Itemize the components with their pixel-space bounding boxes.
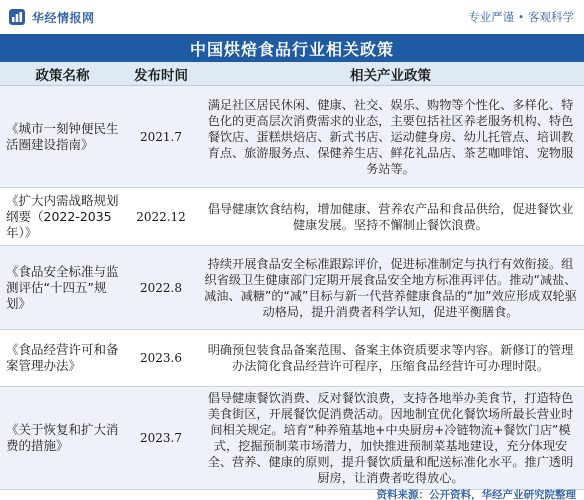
title-bar	[0, 34, 584, 62]
release-date-cell: 2022.8	[140, 280, 182, 295]
logo-icon	[8, 8, 26, 26]
source-note: 资料来源：公开资料，华经产业研究院整理	[376, 488, 576, 500]
policy-content-cell: 倡导健康餐饮消费、反对餐饮浪费，支持各地举办美食节，打造特色美食街区，开展餐饮促消费活动。因地制宜优化餐饮场所最长营业时间相关规定。培育“种养殖基地+中央厨房+冷链物流+餐饮门店”模式，挖掘预制菜市场潜力，加快推进预制菜基地建设，充分体现安全、营养、健康的原则，提升餐饮质量和配送标准化水平。推广透明厨房，让消费者吃得放心。	[207, 391, 574, 485]
table-row	[0, 188, 584, 246]
policy-name-cell: 《食品安全标准与监测评估“十四五”规划》	[6, 263, 119, 311]
policy-name-cell: 《扩大内需战略规划纲要（2022-2035年）》	[6, 192, 119, 240]
table-row	[0, 86, 584, 188]
policy-name-cell: 《关于恢复和扩大消费的措施》	[6, 422, 119, 453]
page-title: 中国烘焙食品行业相关政策	[189, 39, 394, 59]
column-header-related-policy: 相关产业政策	[350, 67, 431, 84]
policy-content-cell: 明确预包装食品备案范围、备案主体资质要求等内容。新修订的管理办法简化食品经营许可程序，压缩食品经营许可办理时限。	[207, 343, 574, 373]
release-date-cell: 2022.12	[136, 209, 186, 224]
policy-content-cell: 倡导健康饮食结构，增加健康、营养农产品和食品供给，促进餐饮业健康发展。坚持不懈制止餐饮浪费。	[207, 201, 574, 232]
policy-name-cell: 《城市一刻钟便民生活圈建设指南》	[6, 120, 119, 152]
column-header-release-date: 发布时间	[134, 67, 188, 84]
table-row	[0, 387, 584, 490]
slogan	[468, 9, 574, 25]
slogan-separator: •	[518, 11, 524, 23]
release-date-cell: 2023.7	[140, 431, 182, 445]
release-date-cell: 2023.6	[140, 351, 182, 365]
policy-content-cell: 持续开展食品安全标准跟踪评价，促进标准制定与执行有效衔接。组织省级卫生健康部门定期开展食品安全地方标准再评估。推动“减盐、减油、减糖”的“减”目标与新一代营养健康食品的“加”效应形成双轮驱动格局，提升消费者科学认知，促进平衡膳食。	[204, 256, 577, 319]
column-header-policy-name: 政策名称	[35, 67, 90, 84]
top-bar	[0, 0, 584, 34]
policy-table	[0, 62, 584, 490]
slogan-right: 客观科学	[528, 10, 574, 24]
brand-name: 华经情报网	[32, 10, 95, 25]
release-date-cell: 2021.7	[140, 129, 182, 144]
slogan-left: 专业严谨	[468, 10, 515, 24]
policy-content-cell: 满足社区居民休闲、健康、社交、娱乐、购物等个性化、多样化、特色化的更高层次消费需求的业态，主要包括社区养老服务机构、特色餐饮店、蛋糕烘焙店、新式书店、运动健身房、幼儿托管点、培训教育点、旅游服务点、保健养生店、鲜花礼品店、茶艺咖啡馆、宠物服务站等。	[207, 97, 574, 176]
table-header	[0, 62, 584, 86]
policy-name-cell: 《食品经营许可和备案管理办法》	[6, 342, 119, 373]
table-row	[0, 246, 584, 330]
brand	[8, 8, 95, 26]
table-row	[0, 330, 584, 387]
